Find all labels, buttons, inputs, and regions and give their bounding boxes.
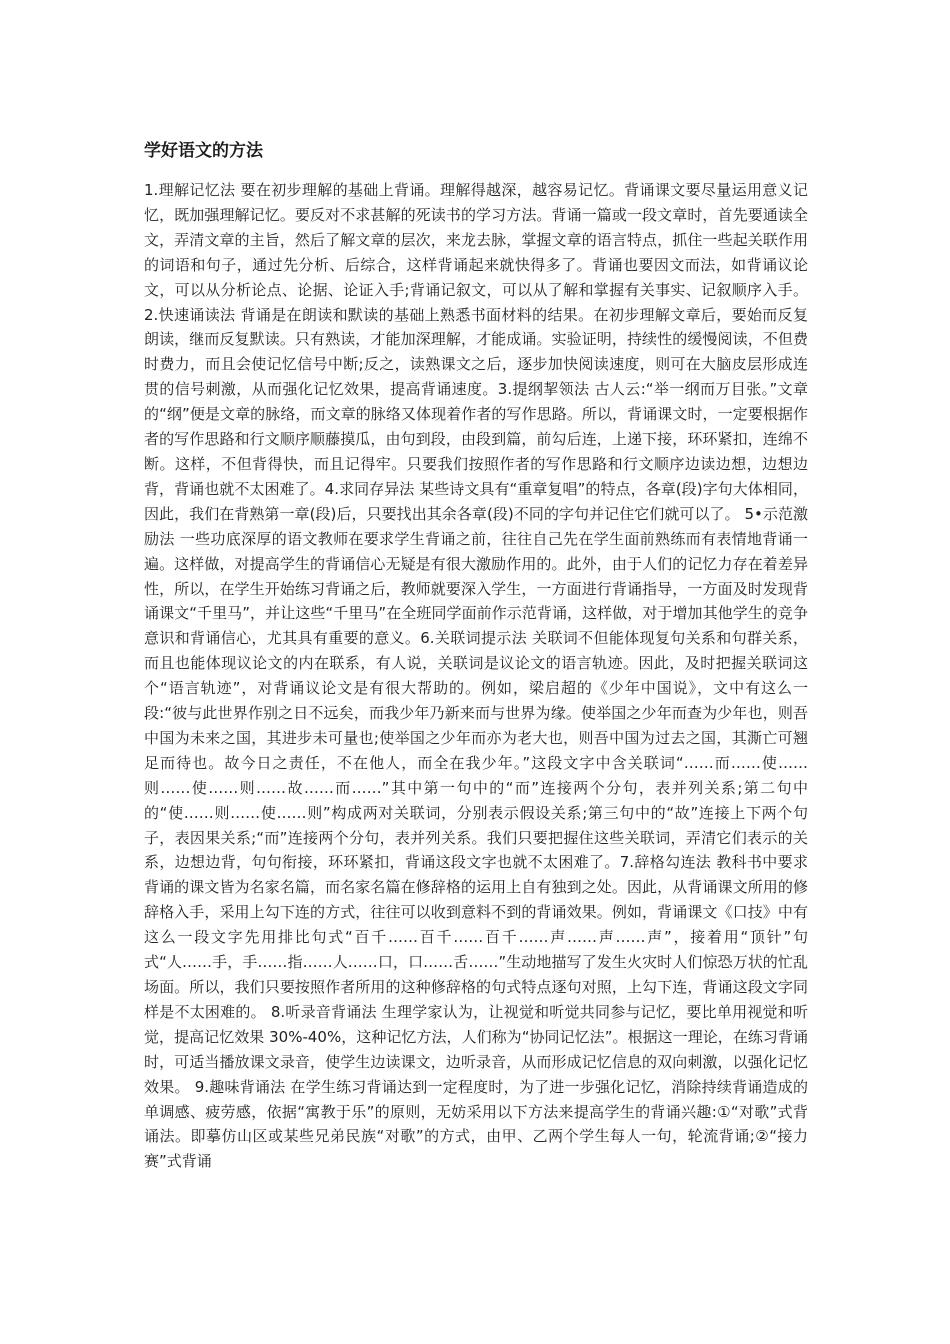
document-title: 学好语文的方法	[144, 141, 263, 161]
document-body: 1.理解记忆法 要在初步理解的基础上背诵。理解得越深，越容易记忆。背诵课文要尽量运用意义记忆，既加强理解记忆。要反对不求甚解的死读书的学习方法。背诵一篇或一段文章时，首先要通读全文，弄清文章的主旨，然后了解文章的层次，来龙去脉，掌握文章的语言特点，抓住一些起关联作用的词语和句子，通过先分析、后综合，这样背诵起来就快得多了。背诵也要因文而法，如背诵议论文，可以从分析论点、论据、论证入手;背诵记叙文，可以从了解和掌握有关事实、记叙顺序入手。 2.快速诵读法 背诵是在朗读和默读的基础上熟悉书面材料的结果。在初步理解文章后，要始而反复朗读，继而反复默读。只有熟读，才能加深理解，才能成诵。实验证明，持续性的缓慢阅读，不但费时费力，而且会使记忆信号中断;反之，读熟课文之后，逐步加快阅读速度，则可在大脑皮层形成连贯的信号刺激，从而强化记忆效果，提高背诵速度。3.提纲挈领法 古人云:“举一纲而万目张。”文章的“纲”便是文章的脉络，而文章的脉络又体现着作者的写作思路。所以，背诵课文时，一定要根据作者的写作思路和行文顺序顺藤摸瓜，由句到段，由段到篇，前勾后连，上递下接，环环紧扣，连绵不断。这样，不但背得快，而且记得牢。只要我们按照作者的写作思路和行文顺序边读边想，边想边背，背诵也就不太困难了。4.求同存异法 某些诗文具有“重章复唱”的特点，各章(段)字句大体相同，因此，我们在背熟第一章(段)后，只要找出其余各章(段)不同的字句并记住它们就可以了。 5•示范激励法 一些功底深厚的语文教师在要求学生背诵之前，往往自己先在学生面前熟练而有表情地背诵一遍。这样做，对提高学生的背诵信心无疑是有很大激励作用的。此外，由于人们的记忆力存在着差异性，所以，在学生开始练习背诵之后，教师就要深入学生，一方面进行背诵指导，一方面及时发现背诵课文“千里马”，并让这些“千里马”在全班同学面前作示范背诵，这样做，对于增加其他学生的竞争意识和背诵信心，尤其具有重要的意义。6.关联词提示法 关联词不但能体现复句关系和句群关系，而且也能体现议论文的内在联系，有人说，关联词是议论文的语言轨迹。因此，及时把握关联词这个“语言轨迹”，对背诵议论文是有很大帮助的。例如，梁启超的《少年中国说》，文中有这么一段:“彼与此世界作别之日不远矣，而我少年乃新来而与世界为缘。使举国之少年而查为少年也，则吾中国为未来之国，其进步未可量也;使举国之少年而亦为老大也，则吾中国为过去之国，其澌亡可翘足而待也。故今日之责任，不在他人，而全在我少年。”这段文字中含关联词“……而……使……则……使……则……故……而……”其中第一句中的“而”连接两个分句，表并列关系;第二句中的“使……则……使……则”构成两对关联词，分别表示假设关系;第三句中的“故”连接上下两个句子，表因果关系;“而”连接两个分句，表并列关系。我们只要把握住这些关联词，弄清它们表示的关系，边想边背，句句衔接，环环紧扣，背诵这段文字也就不太困难了。7.辞格勾连法 教科书中要求背诵的课文皆为名家名篇，而名家名篇在修辞格的运用上自有独到之处。因此，从背诵课文所用的修辞格入手，采用上勾下连的方式，往往可以收到意料不到的背诵效果。例如，背诵课文《口技》中有这么一段文字先用排比句式“百千……百千……百千……声……声……声”，接着用“顶针”句式“人……手，手……指……人……口，口……舌……”生动地描写了发生火灾时人们惊恐万状的忙乱场面。所以，我们只要按照作者所用的这种修辞格的句式特点逐句对照，上勾下连，背诵这段文字同样是不太困难的。 8.听录音背诵法 生理学家认为，让视觉和听觉共同参与记忆，要比单用视觉和听觉，提高记忆效果 30%-40%，这种记忆方法，人们称为“协同记忆法”。根据这一理论，在练习背诵时，可适当播放课文录音，使学生边读课文，边听录音，从而形成记忆信息的双向刺激，以强化记忆效果。 9.趣味背诵法 在学生练习背诵达到一定程度时，为了进一步强化记忆，消除持续背诵造成的单调感、疲劳感，依据“寓教于乐”的原则，无妨采用以下方法来提高学生的背诵兴趣:①“对歌”式背诵法。即摹仿山区或某些兄弟民族“对歌”的方式，由甲、乙两个学生每人一句，轮流背诵;②“接力赛”式背诵	[144, 181, 808, 1171]
